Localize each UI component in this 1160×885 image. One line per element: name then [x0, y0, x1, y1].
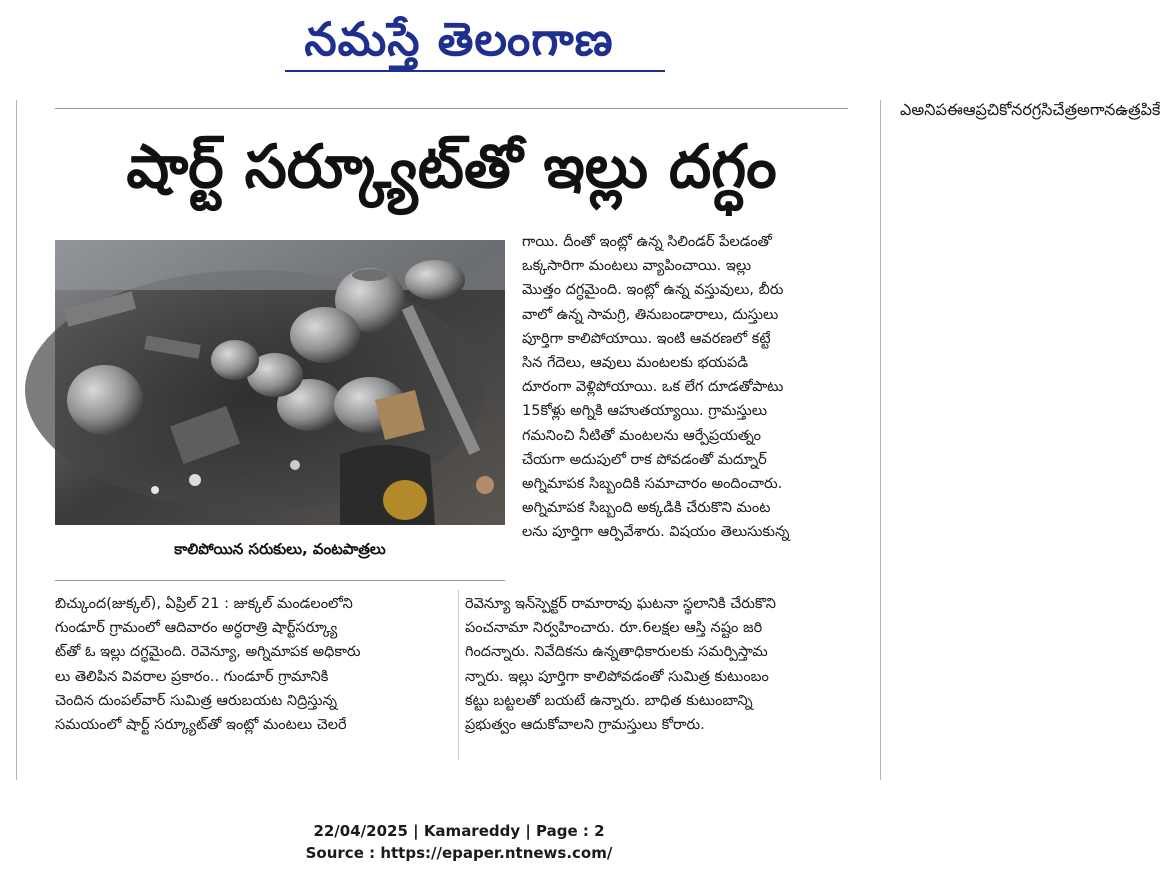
- article-text-line: గుండూర్ గ్రామంలో ఆదివారం అర్ధరాత్రి షార్ట్‌సర్క్యూ: [55, 620, 338, 637]
- footer-source: Source : https://epaper.ntnews.com/: [305, 844, 613, 862]
- footer-date-edition: 22/04/2025 | Kamareddy | Page : 2: [313, 822, 605, 840]
- column-separator: [458, 590, 459, 760]
- neighbour-text-fragment: ఎ: [900, 100, 912, 119]
- article-text-line: సమయంలో షార్ట్ సర్క్యూట్‌తో ఇంట్లో మంటలు చెలరే: [55, 716, 347, 733]
- article-text-line: చేయగా అదుపులో రాక పోవడంతో మద్నూర్: [522, 451, 767, 468]
- article-text-line: మొత్తం దగ్ధమైంది. ఇంట్లో ఉన్న వస్తువులు, బీరు: [522, 282, 784, 299]
- masthead-underline: [285, 70, 665, 72]
- article-photo: [55, 240, 505, 525]
- article-text-line: సిన గేదెలు, ఆవులు మంటలకు భయపడి: [522, 354, 749, 371]
- left-column-divider: [16, 100, 17, 780]
- article-text-line: గిందన్నారు. నివేదికను ఉన్నతాధికారులకు సమర్పిస్తామ: [465, 644, 768, 661]
- article-text-line: వాలో ఉన్న సామగ్రి, తినుబండారాలు, దుస్తులు: [522, 306, 779, 323]
- article-text-line: ఒక్కసారిగా మంటలు వ్యాపించాయి. ఇల్లు: [522, 258, 752, 275]
- article-text-line: 15కోళ్లు అగ్నికి ఆహుతయ్యాయి. గ్రామస్తులు: [522, 403, 768, 420]
- article-text-line: చెందిన దుంపల్‌వార్ సుమిత్ర ఆరుబయట నిద్రిస్తున్న: [55, 692, 338, 709]
- article-text-line: ట్‌తో ఓ ఇల్లు దగ్ధమైంది. రెవెన్యూ, అగ్నిమాపక అధికారు: [55, 644, 361, 661]
- article-text-line: దూరంగా వెళ్లిపోయాయి. ఒక లేగ దూడతోపాటు: [522, 379, 784, 396]
- article-text-line: పంచనామా నిర్వహించారు. రూ.6లక్షల ఆస్తి నష్టం జరి: [465, 620, 763, 637]
- neighbour-text-fragment: పి: [1140, 100, 1152, 119]
- neighbour-text-fragment: ర: [1022, 100, 1032, 119]
- neighbour-text-fragment: చే: [1052, 100, 1065, 119]
- article-text-line: న్నారు. ఇల్లు పూర్తిగా కాలిపోవడంతో సుమిత్ర కుటుంబం: [465, 668, 769, 685]
- neighbour-text-fragment: న: [1104, 100, 1116, 119]
- article-text-line: లు తెలిపిన వివరాల ప్రకారం.. గుండూర్ గ్రామానికి: [55, 668, 329, 685]
- newspaper-masthead: నమస్తే తెలంగాణ: [304, 12, 614, 66]
- article-text-line: బిచ్కుంద(జుక్కల్), ఏప్రిల్ 21 : జుక్కల్ మండలంలోని: [55, 596, 353, 612]
- article-text-line: కట్టు బట్టలతో బయటే ఉన్నారు. బాధిత కుటుంబాన్ని: [465, 692, 753, 709]
- article-text-line: గాయి. దీంతో ఇంట్లో ఉన్న సిలిండర్ పేలడంతో: [522, 234, 772, 250]
- neighbour-text-fragment: ని: [924, 100, 936, 119]
- neighbour-text-fragment: న: [1011, 100, 1023, 119]
- neighbour-text-fragment: కో: [999, 100, 1012, 119]
- neighbour-text-fragment: కే: [1151, 100, 1160, 119]
- article-text-line: రెవెన్యూ ఇన్‌స్పెక్టర్ రామారావు ఘటనా స్థలానికి చేరుకొని: [465, 596, 776, 612]
- article-headline: షార్ట్ సర్క్యూట్‌తో ఇల్లు దగ్ధం: [126, 132, 777, 202]
- neighbour-text-fragment: ప్ర: [975, 100, 987, 119]
- article-column-left: [55, 592, 450, 737]
- neighbour-text-fragment: ఉ: [1115, 100, 1129, 119]
- neighbour-text-fragment: అ: [1077, 100, 1090, 119]
- article-text-line: గమనించి నీటితో మంటలను ఆర్పేప్రయత్నం: [522, 427, 761, 444]
- article-text-line: అగ్నిమాపక సిబ్బంది అక్కడికి చేరుకొని మంట: [522, 500, 771, 517]
- neighbour-text-fragment: ప: [935, 100, 947, 119]
- neighbour-text-fragment: త్ర: [1064, 100, 1078, 119]
- right-column-divider: [880, 100, 881, 780]
- neighbour-text-fragment: అ: [911, 100, 925, 119]
- article-text-line: ప్రభుత్వం ఆదుకోవాలని గ్రామస్తులు కోరారు.: [465, 716, 705, 733]
- article-column-bottom-right: [465, 592, 848, 737]
- photo-caption: కాలిపోయిన సరుకులు, వంటపాత్రలు: [174, 540, 386, 558]
- page-footer: [0, 820, 918, 864]
- neighbour-text-fragment: త్ర: [1128, 100, 1141, 119]
- article-text-line: పూర్తిగా కాలిపోయాయి. ఇంటి ఆవరణలో కట్టే: [522, 330, 771, 347]
- article-text-line: అగ్నిమాపక సిబ్బందికి సమాచారం అందించారు.: [522, 475, 783, 492]
- burnt-utensils-photo: [55, 240, 505, 525]
- neighbour-text-fragment: ఆ: [962, 100, 976, 119]
- right-neighbour-column: [900, 100, 1160, 780]
- article-column-right: [522, 230, 848, 544]
- neighbour-text-fragment: ఈ: [946, 100, 963, 119]
- article-text-line: లను పూర్తిగా ఆర్పివేశారు. విషయం తెలుసుకున్న: [522, 524, 790, 541]
- neighbour-text-fragment: సి: [1041, 100, 1053, 119]
- neighbour-text-fragment: గ్ర: [1031, 100, 1042, 119]
- neighbour-text-fragment: చి: [986, 100, 1000, 119]
- neighbour-text-fragment: గా: [1089, 100, 1105, 119]
- caption-rule: [55, 580, 505, 581]
- article-top-rule: [55, 108, 848, 109]
